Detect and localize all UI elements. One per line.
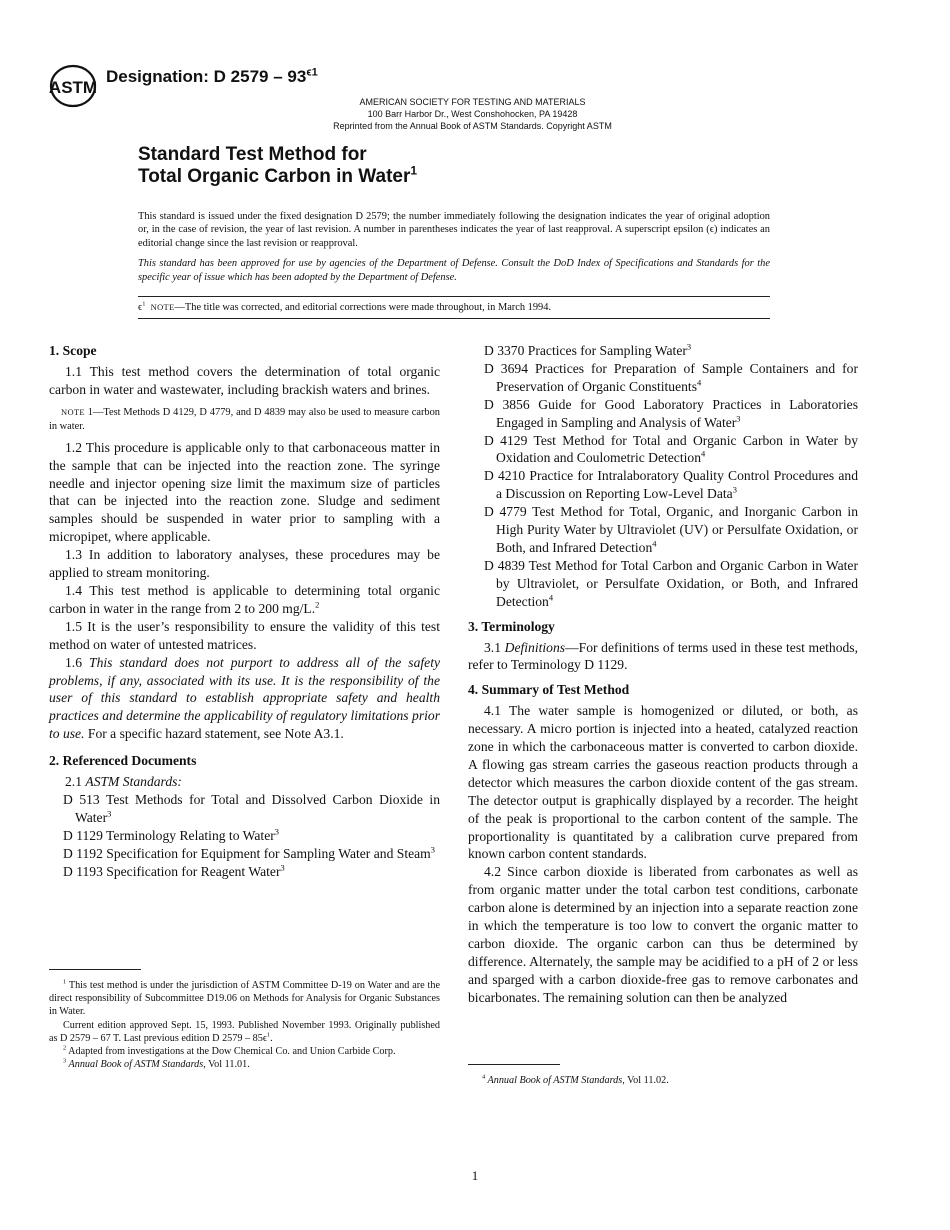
footnote-rule xyxy=(49,969,141,970)
logo-text: ASTM xyxy=(49,78,97,97)
note-1: NOTE 1—Test Methods D 4129, D 4779, and D 4839 may also be used to measure carbon in water. xyxy=(49,406,440,432)
reference-item: D 1129 Terminology Relating to Water$^3$ xyxy=(63,826,279,843)
document-title: Standard Test Method for Total Organic Carbon in Water$^1$ xyxy=(138,144,418,187)
divider xyxy=(138,296,770,297)
reference-item: D 4779 Test Method for Total, Organic, and Inorganic Carbon in High Purity Water by Ultraviolet (UV) or Persulfate Oxidation, or Both, and Infrared Detection$^4$ xyxy=(484,504,858,555)
section-heading: 3. Terminology xyxy=(468,618,555,634)
reference-item: D 4210 Practice for Intralaboratory Quality Control Procedures and a Discussion on Reporting Low-Level Data$^3$ xyxy=(484,468,858,502)
reference-item: D 3694 Practices for Preparation of Sample Containers and for Preservation of Organic Constituents$^4$ xyxy=(484,360,858,394)
preamble: This standard is issued under the fixed designation D 2579; the number immediately following the designation indicates the year of original adoption or, in the case of revision, the year of last revision. A number in parentheses indicates the year of last reapproval. A superscript epsilon (ϵ) indicates an editorial change since the last revision or reapproval. This standard has been approved for use by agencies of the Department of Defense. Consult the DoD Index of Specifications and Standards for the specific year of issue which has been adopted by the Department of Defense. xyxy=(138,211,770,283)
reference-item: D 1193 Specification for Reagent Water$^3$ xyxy=(63,862,285,879)
reference-item: D 4839 Test Method for Total Carbon and Organic Carbon in Water by Ultraviolet, or Persulfate Oxidation, or Both, and Infrared Detection$^4$ xyxy=(484,557,858,609)
section-heading: 4. Summary of Test Method xyxy=(468,682,630,698)
publisher-info: AMERICAN SOCIETY FOR TESTING AND MATERIALS 100 Barr Harbor Dr., West Conshohocken, PA 19428 Reprinted from the Annual Book of ASTM Standards. Copyright ASTM xyxy=(333,97,612,131)
reference-item: D 4129 Test Method for Total and Organic Carbon in Water by Oxidation and Coulometric Detection$^4$ xyxy=(484,432,858,466)
reference-item: D 3370 Practices for Sampling Water$^3$ xyxy=(484,341,692,358)
reference-item: D 1192 Specification for Equipment for Sampling Water and Steam$^3$ xyxy=(63,844,435,861)
divider xyxy=(138,318,770,319)
right-column: D 3370 Practices for Sampling Water$^3$ D 3694 Practices for Preparation of Sample Containers and for Preservation of Organic Constituents$^4$ D 3856 Guide for Good Laboratory Practices in Laboratories Engaged in Sampling and Analysis of Water$^3$ D 4129 Test Method for Total and Organic Carbon in Water by Oxidation and Coulometric Detection$^4$ D 4210 Practice for Intralaboratory Quality Control Procedures and a Discussion on Reporting Low-Level Data$^3$ D 4779 Test Method for Total, Organic, and Inorganic Carbon in High Purity Water by Ultraviolet (UV) or Persulfate Oxidation, or Both, and Infrared Detection$^4$ D 4839 Test Method for Total Carbon and Organic Carbon in Water by Ultraviolet, or Persulfate Oxidation, or Both, and Infrared Detection$^4$ 3. Terminology 3.1 Definitions—For definitions of terms used in these test methods, refer to Terminology D 1129. 4. Summary of Test Method 4.1 The water sample is homogenized or diluted, or both, as necessary. A micro portion is injected into a heated, catalyzed reaction zone in which the carbonaceous matter is converted to carbon dioxide. A flowing gas stream carries the gaseous reaction products through a detector which measures the carbon dioxide content of the gas stream. The detector output is graphically displayed by a recorder. The height of the peak is proportional to the carbon content of the sample. The proportionality is quantitated by a calibration curve prepared from known carbon content standards. 4.2 Since carbon dioxide is liberated from carbonates as well as from organic matter under the total carbon test conditions, carbonate carbon alone is determined by an injection into a separate reaction zone in which the temperature is too low to convert the organic matter to carbon dioxide. The organic carbon can thus be determined by difference. Alternately, the sample may be acidified to a pH of 2 or less and sparged with a carbon dioxide-free gas to remove carbonates and bicarbonates. The remaining solution can then be analyzed xyxy=(468,341,858,1005)
editorial-note: $\epsilon^1$ NOTE—The title was corrected, and editorial corrections were made throughout, in March 1994. xyxy=(138,300,552,313)
designation: Designation: D $2579 - 93^{\epsilon 1}$ xyxy=(106,66,318,86)
astm-logo xyxy=(49,64,97,108)
left-column: 1. Scope 1.1 This test method covers the determination of total organic carbon in water and wastewater, including brackish waters and brines. NOTE 1—Test Methods D 4129, D 4779, and D 4839 may also be used to measure carbon in water. 1.2 This procedure is applicable only to that carbonaceous matter in the sample that can be injected into the reaction zone. The syringe needle and injector opening size limit the maximum size of particles that can be injected into the reaction zone. Sludge and sediment samples should be suspended in water prior to sampling with a micropipet, where applicable. 1.3 In addition to laboratory analyses, these procedures may be applied to stream monitoring. 1.4 This test method is applicable to determining total organic carbon in water in the range from 2 to 200 mg/L.$^2$ 1.5 It is the user’s responsibility to ensure the validity of this test method on water of untested matrices. 1.6 This standard does not purport to address all of the safety problems, if any, associated with its use. It is the responsibility of the user of this standard to establish appropriate safety and health practices and determine the applicability of regulatory limitations prior to use. For a specific hazard statement, see Note A3.1. 2. Referenced Documents 2.1 ASTM Standards: D 513 Test Methods for Total and Dissolved Carbon Dioxide in Water$^3$ D 1129 Terminology Relating to Water$^3$ D 1192 Specification for Equipment for Sampling Water and Steam$^3$ D 1193 Specification for Reagent Water$^3$ xyxy=(49,343,441,879)
section-heading: 2. Referenced Documents xyxy=(49,753,197,769)
page-number: 1 xyxy=(471,1168,479,1183)
section-heading: 1. Scope xyxy=(49,343,97,358)
footnote-rule xyxy=(468,1064,560,1065)
left-footnotes: $^1$ This test method is under the jurisdiction of ASTM Committee D-19 on Water and are the direct responsibility of Subcommittee D19.06 on Methods for Analysis for Organic Substances in Water. Current edition approved Sept. 15, 1993. Published November 1993. Originally published as D 2579 – 67 T. Last previous edition D $2579 - 85\epsilon^1$. $^2$ Adapted from investigations at the Dow Chemical Co. and Union Carbide Corp. $^3$ Annual Book of ASTM Standards, Vol 11.01. xyxy=(49,978,440,1071)
right-footnotes: $^4$ Annual Book of ASTM Standards, Vol 11.02. xyxy=(482,1073,669,1086)
reference-item: D 513 Test Methods for Total and Dissolved Carbon Dioxide in Water$^3$ xyxy=(63,791,440,825)
reference-item: D 3856 Guide for Good Laboratory Practices in Laboratories Engaged in Sampling and Analysis of Water$^3$ xyxy=(484,396,858,430)
